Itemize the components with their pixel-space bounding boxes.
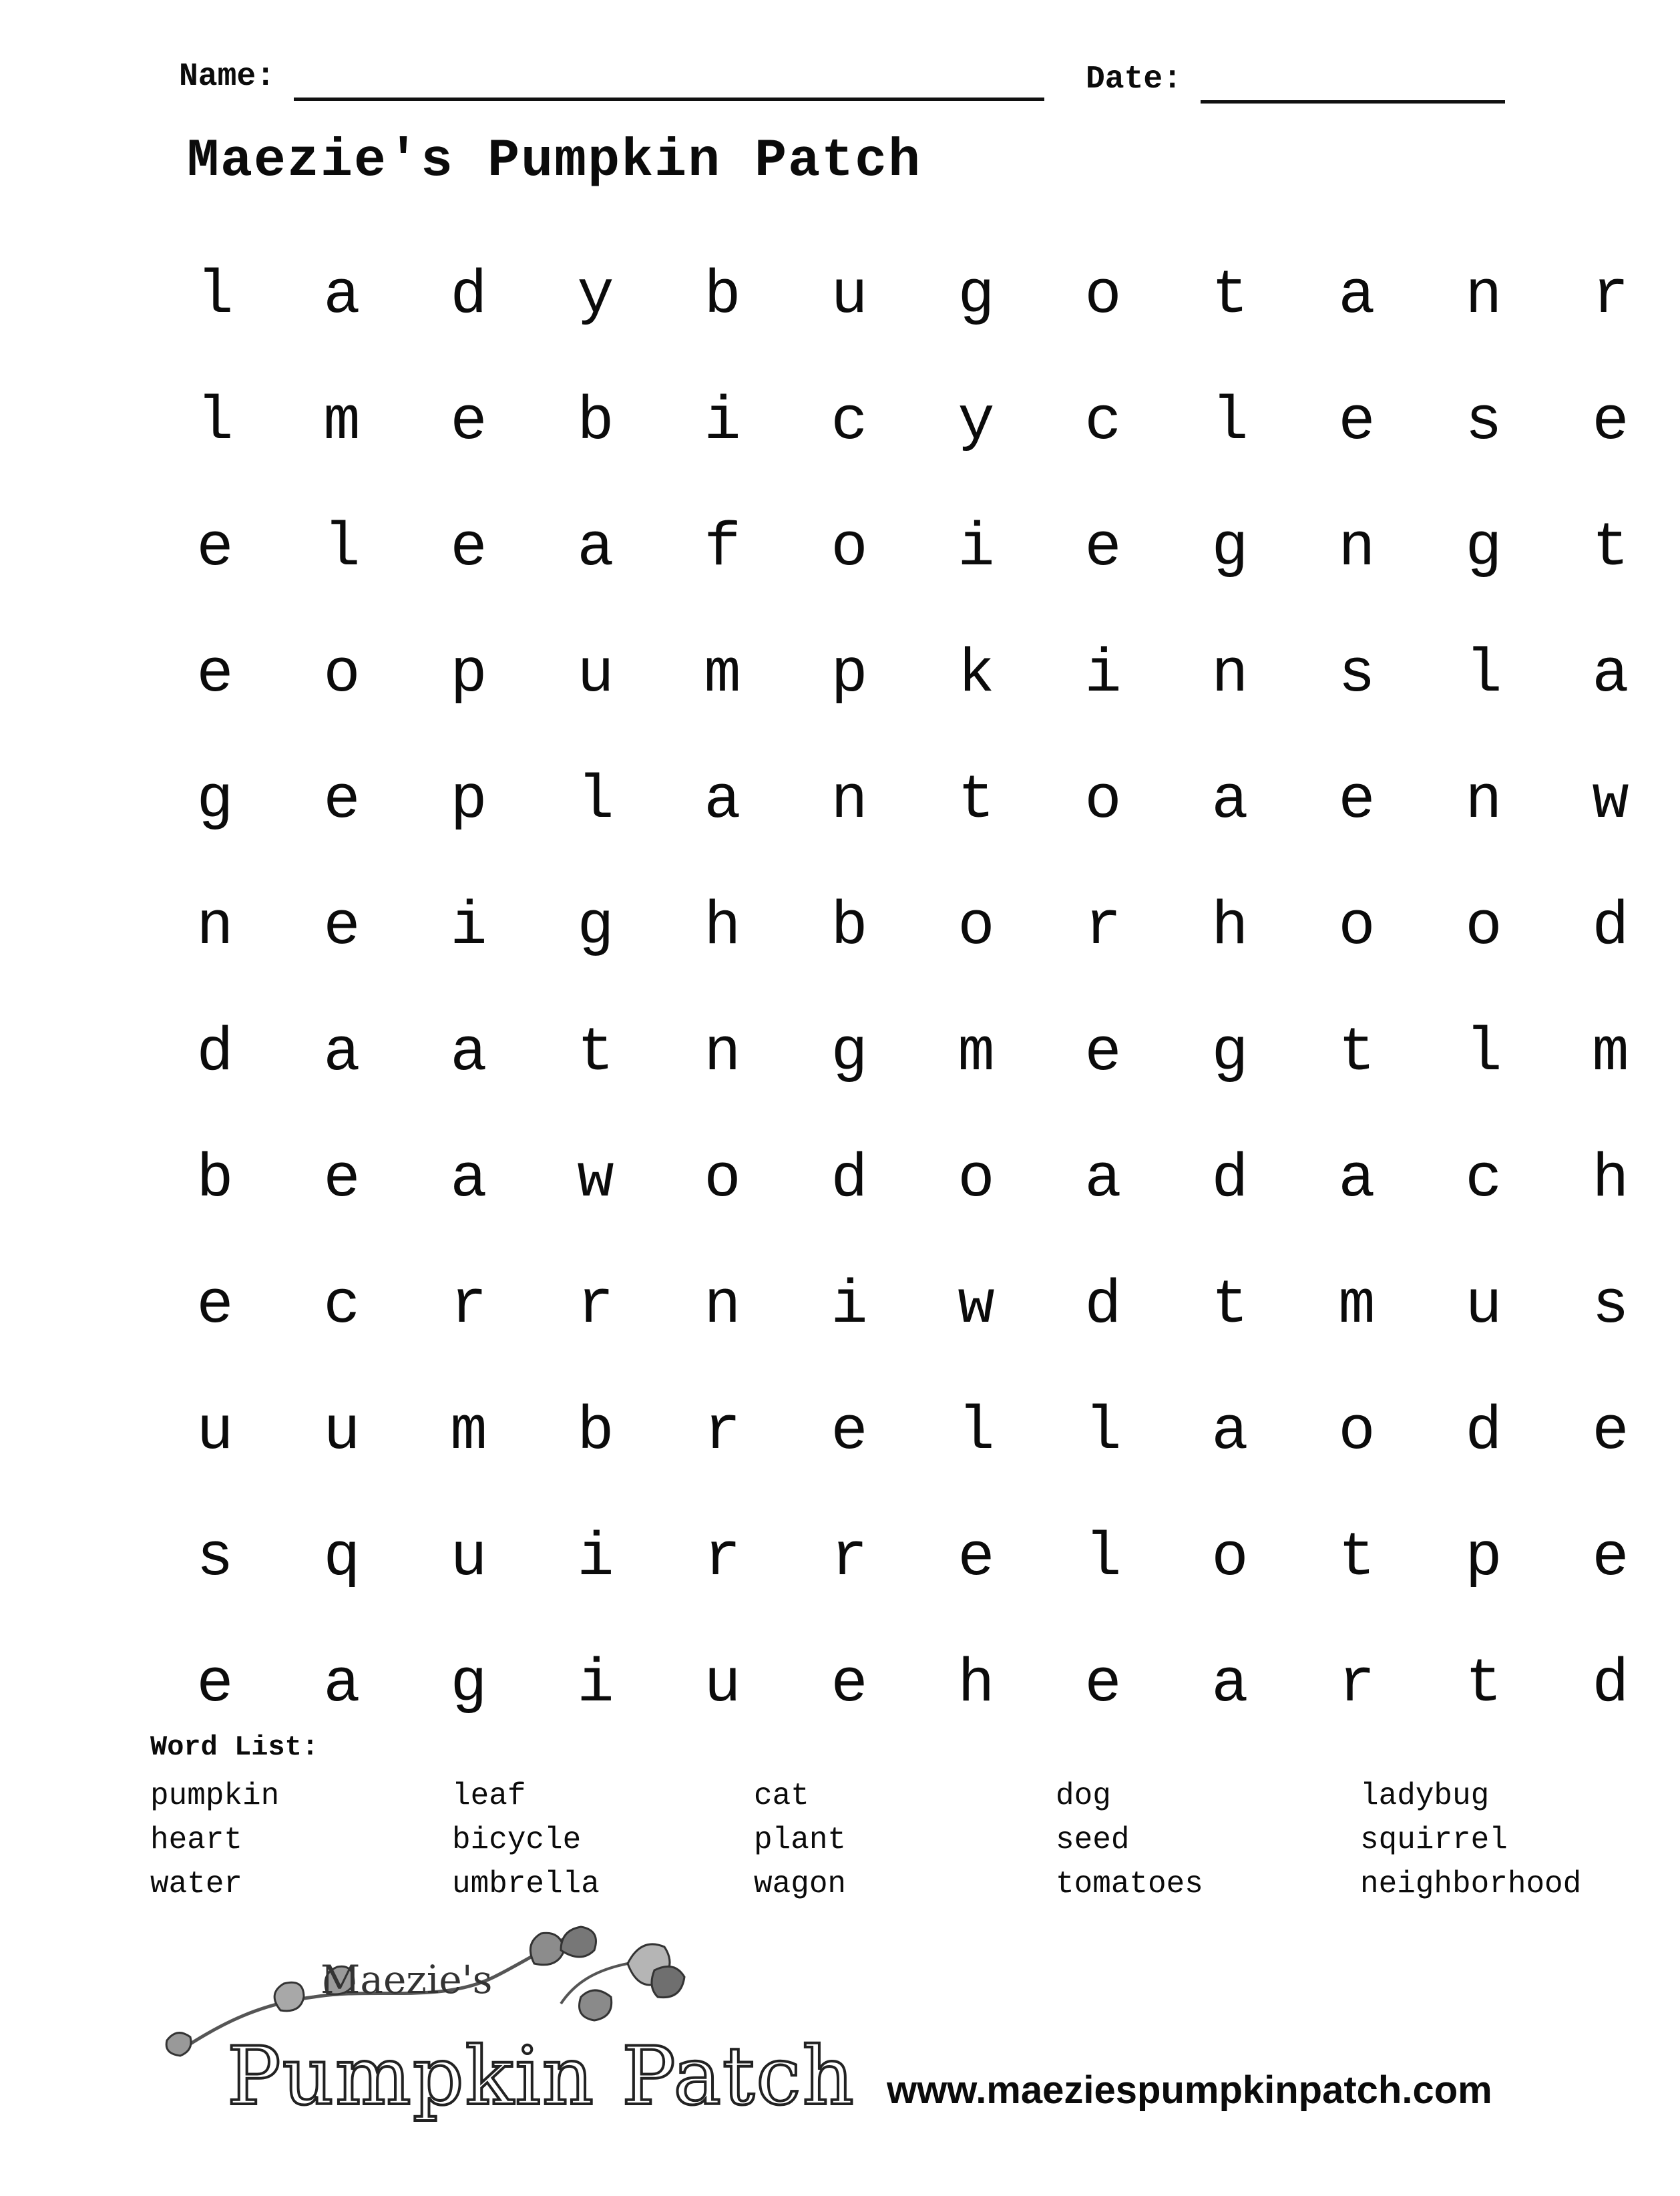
- grid-letter: g: [196, 765, 234, 836]
- grid-letter: e: [196, 1270, 234, 1340]
- grid-letter: t: [577, 1017, 614, 1088]
- grid-letter: b: [577, 386, 614, 457]
- grid-letter: e: [323, 765, 361, 836]
- grid-letter: w: [1592, 765, 1629, 836]
- grid-letter: a: [323, 260, 361, 331]
- grid-letter: m: [704, 638, 741, 709]
- grid-letter: n: [1338, 512, 1376, 583]
- grid-letter: n: [704, 1270, 741, 1340]
- grid-letter: e: [1592, 1522, 1629, 1593]
- grid-letter: a: [1211, 765, 1249, 836]
- grid-letter: a: [1338, 1143, 1376, 1214]
- grid-letter: d: [1084, 1270, 1122, 1340]
- grid-letter: r: [831, 1522, 868, 1593]
- grid-letter: l: [196, 260, 234, 331]
- grid-letter: k: [958, 638, 995, 709]
- grid-letter: g: [450, 1648, 487, 1719]
- grid-letter: e: [323, 1143, 361, 1214]
- grid-letter: r: [1084, 891, 1122, 962]
- word-list-item: heart: [150, 1823, 243, 1857]
- grid-letter: e: [831, 1396, 868, 1467]
- grid-letter: e: [1084, 1017, 1122, 1088]
- grid-letter: r: [1592, 260, 1629, 331]
- grid-letter: e: [958, 1522, 995, 1593]
- grid-letter: i: [450, 891, 487, 962]
- grid-letter: e: [450, 386, 487, 457]
- word-list-item: water: [150, 1867, 243, 1901]
- word-list-item: squirrel: [1360, 1823, 1508, 1857]
- grid-letter: n: [704, 1017, 741, 1088]
- word-list-item: neighborhood: [1360, 1867, 1582, 1901]
- grid-letter: o: [958, 891, 995, 962]
- grid-letter: u: [704, 1648, 741, 1719]
- grid-letter: a: [323, 1648, 361, 1719]
- grid-letter: d: [1592, 891, 1629, 962]
- grid-letter: e: [196, 512, 234, 583]
- grid-letter: e: [1592, 1396, 1629, 1467]
- grid-letter: l: [1465, 638, 1502, 709]
- grid-letter: c: [323, 1270, 361, 1340]
- word-list-item: wagon: [754, 1867, 847, 1901]
- grid-letter: p: [831, 638, 868, 709]
- grid-letter: b: [577, 1396, 614, 1467]
- name-field-line: [294, 98, 1044, 101]
- grid-letter: g: [1465, 512, 1502, 583]
- grid-letter: a: [1084, 1143, 1122, 1214]
- grid-letter: e: [1338, 765, 1376, 836]
- grid-letter: l: [1084, 1522, 1122, 1593]
- grid-letter: i: [958, 512, 995, 583]
- grid-letter: s: [1465, 386, 1502, 457]
- grid-letter: p: [450, 765, 487, 836]
- grid-letter: g: [577, 891, 614, 962]
- grid-letter: a: [450, 1017, 487, 1088]
- grid-letter: o: [1211, 1522, 1249, 1593]
- grid-letter: q: [323, 1522, 361, 1593]
- grid-letter: e: [1592, 386, 1629, 457]
- grid-letter: d: [196, 1017, 234, 1088]
- grid-letter: m: [323, 386, 361, 457]
- grid-letter: p: [1465, 1522, 1502, 1593]
- grid-letter: g: [958, 260, 995, 331]
- grid-letter: b: [196, 1143, 234, 1214]
- grid-letter: a: [1592, 638, 1629, 709]
- pumpkin-patch-logo: [160, 1924, 855, 2144]
- word-list: [150, 1774, 1619, 1907]
- grid-letter: d: [831, 1143, 868, 1214]
- word-list-item: plant: [754, 1823, 847, 1857]
- grid-letter: h: [1211, 891, 1249, 962]
- grid-letter: i: [704, 386, 741, 457]
- word-list-item: bicycle: [452, 1823, 582, 1857]
- grid-letter: a: [1338, 260, 1376, 331]
- grid-letter: s: [196, 1522, 234, 1593]
- grid-letter: t: [1338, 1522, 1376, 1593]
- grid-letter: m: [1338, 1270, 1376, 1340]
- grid-letter: l: [1084, 1396, 1122, 1467]
- grid-letter: a: [450, 1143, 487, 1214]
- website-url: www.maeziespumpkinpatch.com: [887, 2068, 1492, 2112]
- grid-letter: y: [577, 260, 614, 331]
- word-list-item: seed: [1056, 1823, 1130, 1857]
- grid-letter: u: [196, 1396, 234, 1467]
- grid-letter: l: [196, 386, 234, 457]
- grid-letter: l: [323, 512, 361, 583]
- grid-letter: o: [831, 512, 868, 583]
- grid-letter: n: [1465, 765, 1502, 836]
- word-search-grid: [152, 232, 1674, 1747]
- grid-letter: u: [323, 1396, 361, 1467]
- date-label: Date:: [1086, 61, 1183, 98]
- grid-letter: b: [704, 260, 741, 331]
- grid-letter: a: [1211, 1648, 1249, 1719]
- grid-letter: a: [323, 1017, 361, 1088]
- grid-letter: t: [1338, 1017, 1376, 1088]
- grid-letter: t: [1211, 260, 1249, 331]
- grid-letter: o: [958, 1143, 995, 1214]
- grid-letter: s: [1592, 1270, 1629, 1340]
- grid-letter: e: [1338, 386, 1376, 457]
- grid-letter: t: [1592, 512, 1629, 583]
- grid-letter: m: [1592, 1017, 1629, 1088]
- grid-letter: n: [196, 891, 234, 962]
- grid-letter: a: [1211, 1396, 1249, 1467]
- grid-letter: m: [958, 1017, 995, 1088]
- grid-letter: r: [704, 1396, 741, 1467]
- grid-letter: o: [323, 638, 361, 709]
- grid-letter: r: [450, 1270, 487, 1340]
- grid-letter: i: [577, 1648, 614, 1719]
- grid-letter: m: [450, 1396, 487, 1467]
- grid-letter: g: [1211, 512, 1249, 583]
- grid-letter: o: [1084, 765, 1122, 836]
- grid-letter: t: [1465, 1648, 1502, 1719]
- grid-letter: w: [577, 1143, 614, 1214]
- grid-letter: w: [958, 1270, 995, 1340]
- grid-letter: g: [1211, 1017, 1249, 1088]
- grid-letter: h: [958, 1648, 995, 1719]
- logo-maezies-text: Maezie's: [321, 1957, 493, 2002]
- grid-letter: l: [1211, 386, 1249, 457]
- name-label: Name:: [179, 59, 276, 95]
- word-list-heading: Word List:: [150, 1731, 319, 1763]
- grid-letter: o: [1465, 891, 1502, 962]
- logo-pumpkin-patch-text: Pumpkin Patch: [227, 2030, 855, 2123]
- grid-letter: s: [1338, 638, 1376, 709]
- grid-letter: t: [1211, 1270, 1249, 1340]
- grid-letter: u: [577, 638, 614, 709]
- grid-letter: r: [577, 1270, 614, 1340]
- grid-letter: n: [1211, 638, 1249, 709]
- word-list-item: tomatoes: [1056, 1867, 1203, 1901]
- grid-letter: y: [958, 386, 995, 457]
- word-list-item: leaf: [452, 1779, 526, 1813]
- grid-letter: c: [831, 386, 868, 457]
- word-list-item: ladybug: [1360, 1779, 1490, 1813]
- grid-letter: n: [1465, 260, 1502, 331]
- word-list-item: cat: [754, 1779, 809, 1813]
- grid-letter: r: [1338, 1648, 1376, 1719]
- grid-letter: a: [704, 765, 741, 836]
- word-list-item: umbrella: [452, 1867, 600, 1901]
- grid-letter: t: [958, 765, 995, 836]
- word-list-item: dog: [1056, 1779, 1111, 1813]
- grid-letter: e: [323, 891, 361, 962]
- grid-letter: e: [450, 512, 487, 583]
- grid-letter: d: [1465, 1396, 1502, 1467]
- grid-letter: h: [704, 891, 741, 962]
- grid-letter: l: [1465, 1017, 1502, 1088]
- page-title: Maezie's Pumpkin Patch: [187, 131, 922, 192]
- grid-letter: e: [1084, 1648, 1122, 1719]
- grid-letter: b: [831, 891, 868, 962]
- word-list-item: pumpkin: [150, 1779, 280, 1813]
- grid-letter: r: [704, 1522, 741, 1593]
- grid-letter: l: [958, 1396, 995, 1467]
- grid-letter: d: [1592, 1648, 1629, 1719]
- grid-letter: o: [1338, 891, 1376, 962]
- grid-letter: a: [577, 512, 614, 583]
- grid-letter: o: [1338, 1396, 1376, 1467]
- grid-letter: u: [1465, 1270, 1502, 1340]
- grid-letter: e: [196, 1648, 234, 1719]
- grid-letter: c: [1465, 1143, 1502, 1214]
- grid-letter: p: [450, 638, 487, 709]
- grid-letter: o: [1084, 260, 1122, 331]
- grid-letter: u: [831, 260, 868, 331]
- grid-letter: i: [577, 1522, 614, 1593]
- date-field-line: [1201, 100, 1505, 104]
- grid-letter: u: [450, 1522, 487, 1593]
- grid-letter: d: [450, 260, 487, 331]
- grid-letter: h: [1592, 1143, 1629, 1214]
- grid-letter: n: [831, 765, 868, 836]
- grid-letter: e: [831, 1648, 868, 1719]
- grid-letter: e: [196, 638, 234, 709]
- grid-letter: o: [704, 1143, 741, 1214]
- grid-letter: g: [831, 1017, 868, 1088]
- grid-letter: l: [577, 765, 614, 836]
- grid-letter: c: [1084, 386, 1122, 457]
- grid-letter: i: [831, 1270, 868, 1340]
- grid-letter: d: [1211, 1143, 1249, 1214]
- grid-letter: f: [704, 512, 741, 583]
- grid-letter: e: [1084, 512, 1122, 583]
- grid-letter: i: [1084, 638, 1122, 709]
